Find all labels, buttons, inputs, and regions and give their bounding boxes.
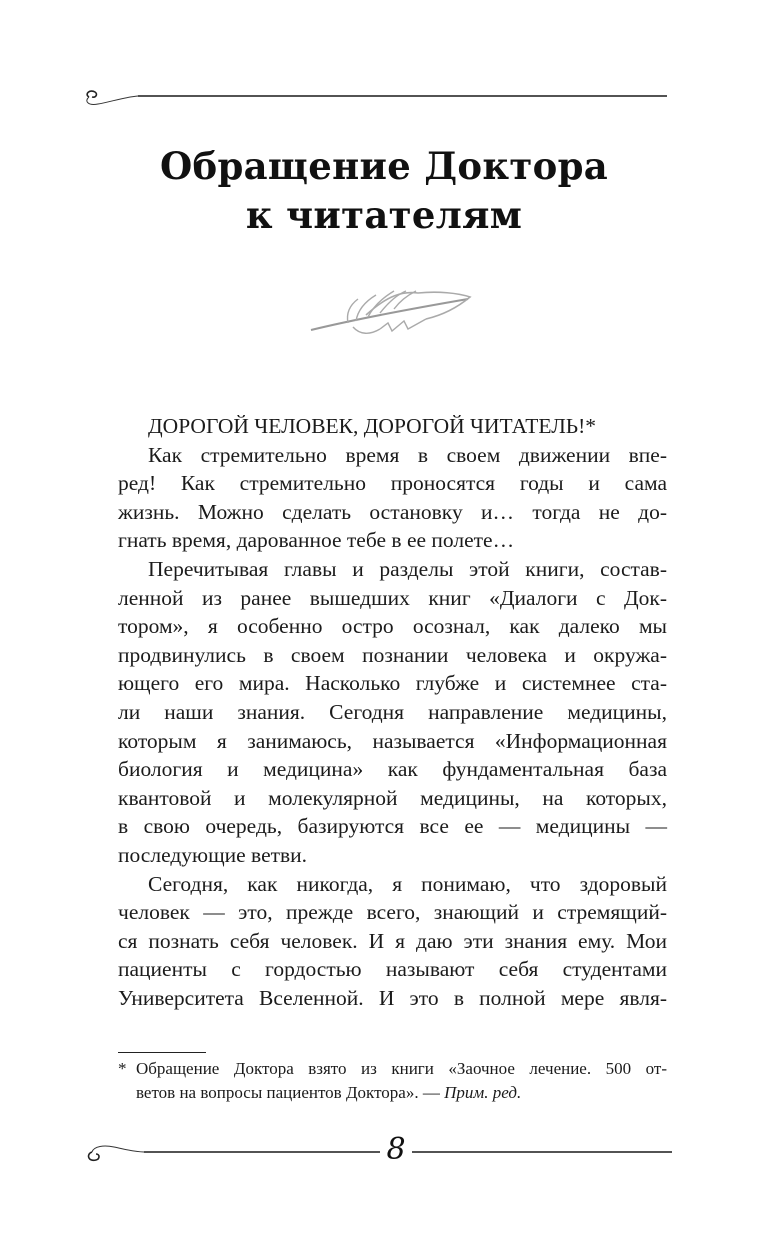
text-line: ДОРОГОЙ ЧЕЛОВЕК, ДОРОГОЙ ЧИТАТЕЛЬ!* <box>148 414 597 438</box>
footnote-line-1 <box>118 1057 667 1081</box>
text-line: ющего его мира. Насколько глубже и системнее ста- <box>118 671 667 696</box>
text-line: гнать время, дарованное тебе в ее полете… <box>118 528 515 553</box>
text-line: последующие ветви. <box>118 842 308 867</box>
text-line: Университета Вселенной. И это в полной мере явля- <box>118 985 667 1010</box>
text-line: тором», я особенно остро осознал, как далеко мы <box>118 614 667 639</box>
text-line: продвинулись в своем познании человека и окружа- <box>118 642 667 667</box>
text-line: Перечитывая главы и разделы этой книги, состав- <box>148 556 667 581</box>
text-line: ся познать себя человек. И я даю эти знания ему. Мои <box>118 928 667 953</box>
text-line: ред! Как стремительно проносятся годы и сама <box>118 471 667 496</box>
text-line: биология и медицина» как фундаментальная база <box>118 757 667 782</box>
text-line: ли наши знания. Сегодня направление медицины, <box>118 699 667 724</box>
text-line: человек — это, прежде всего, знающий и стремящий- <box>118 900 667 925</box>
footnote-line-2 <box>118 1081 667 1105</box>
feather-icon <box>308 285 478 340</box>
footnote <box>118 1057 667 1105</box>
text-line: Как стремительно время в своем движении впе- <box>148 442 667 467</box>
top-scroll-rule-ornament <box>80 84 670 108</box>
editor-note: Прим. ред. <box>444 1083 522 1102</box>
text-line: ленной из ранее вышедших книг «Диалоги с Док- <box>118 585 667 610</box>
footnote-marker: * <box>118 1059 127 1078</box>
page-title-line-2: к читателям <box>245 193 523 237</box>
footnote-divider <box>118 1052 206 1053</box>
text-line: пациенты с гордостью называют себя студентами <box>118 957 667 982</box>
text-line: в свою очередь, базируются все ее — медицины — <box>118 814 667 839</box>
text-line: Сегодня, как никогда, я понимаю, что здоровый <box>148 871 667 896</box>
page-number: 8 <box>386 1132 406 1167</box>
page-title-line-1: Обращение Доктора <box>159 144 609 188</box>
text-line: квантовой и молекулярной медицины, на которых, <box>118 785 667 810</box>
footnote-text-1: Обращение Доктора взято из книги «Заочное лечение. 500 от- <box>136 1059 667 1078</box>
footnote-text-2: ветов на вопросы пациентов Доктора». — <box>136 1083 445 1102</box>
body-text <box>118 412 667 1012</box>
text-line: которым я занимаюсь, называется «Информационная <box>118 728 667 753</box>
bottom-scroll-rule-ornament <box>84 1140 674 1164</box>
text-line: жизнь. Можно сделать остановку и… тогда не до- <box>118 499 667 524</box>
